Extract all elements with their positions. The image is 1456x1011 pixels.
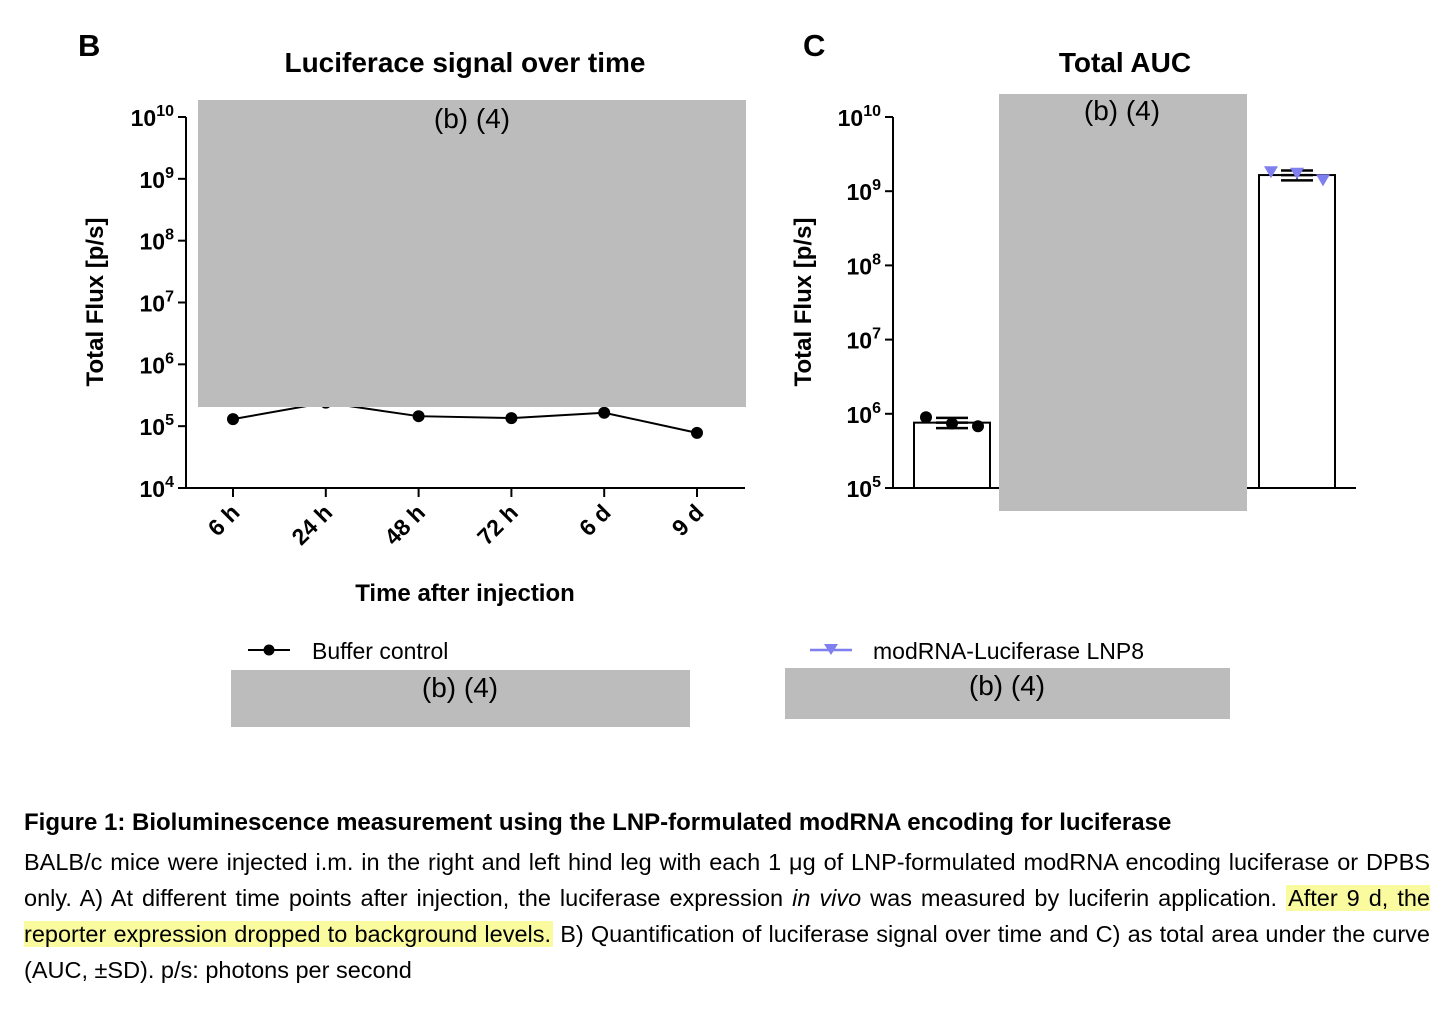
- panel-b-y-tick-label: $10^7$: [139, 288, 174, 317]
- redaction-box-c-plot-fill: [999, 94, 1247, 511]
- redaction-box-c-legend: [785, 668, 1230, 719]
- panel-b-x-tick-label: 9 d: [666, 499, 709, 542]
- panel-c-title: Total AUC: [1058, 47, 1192, 78]
- panel-c-y-tick-label: $10^8$: [846, 251, 881, 280]
- panel-c-letter: C: [803, 28, 826, 63]
- caption-title: Figure 1: Bioluminescence measurement using the LNP-formulated modRNA encoding for luciferase: [24, 809, 1172, 836]
- panel-c-y-tick-label: $10^{10}$: [837, 103, 881, 131]
- panel-b-y-tick-label: $10^9$: [139, 164, 174, 193]
- legend-lnp: [810, 638, 1144, 664]
- redaction-label-c-plot: (b) (4): [1083, 95, 1161, 126]
- redaction-box-b-plot: [198, 100, 746, 407]
- caption-text-3: B) Quantification of luciferase signal over time and C) as total area under the curve (AUC, ±SD). p/s: photons per second: [24, 921, 1430, 983]
- panel-b-x-tick-label: 24 h: [286, 499, 338, 551]
- legend-lnp-label: modRNA-Luciferase LNP8: [873, 638, 1145, 664]
- panel-c-bar: [914, 423, 990, 488]
- panel-b-x-tick-label: 6 h: [202, 499, 245, 542]
- panel-b-y-tick-label: $10^8$: [139, 226, 174, 255]
- panel-b-y-tick-exponent: 5: [165, 412, 174, 430]
- panel-b-y-tick-exponent: 6: [165, 350, 174, 368]
- panel-b-letter: B: [78, 28, 101, 63]
- panel-c-y-tick-label: $10^9$: [846, 177, 881, 206]
- legend-buffer-marker: [264, 645, 275, 656]
- panel-b-series-line: [233, 403, 697, 433]
- redaction-label-b-plot: (b) (4): [433, 103, 511, 134]
- panel-b-title: Luciferace signal over time: [284, 47, 646, 78]
- panel-b-data-point: [413, 410, 425, 422]
- panel-b-x-axis-label: Time after injection: [355, 580, 575, 607]
- panel-b-y-tick-exponent: 4: [165, 474, 174, 491]
- panel-b-y-tick-exponent: 8: [165, 226, 174, 244]
- panel-c-y-tick-exponent: 7: [872, 325, 881, 343]
- panel-b-x-tick-label: 48 h: [379, 499, 431, 551]
- caption-text-2: was measured by luciferin application.: [861, 885, 1287, 911]
- legend-buffer-label: Buffer control: [312, 638, 449, 664]
- panel-c-y-tick-exponent: 10: [863, 103, 881, 120]
- panel-b-data-point: [598, 407, 610, 419]
- redaction-box-b-legend: [231, 670, 690, 727]
- panel-b-y-tick-exponent: 9: [165, 164, 174, 182]
- caption-body: [24, 844, 1430, 988]
- panel-b-y-axis-label: Total Flux [p/s]: [82, 217, 109, 387]
- panel-c-y-tick-label: $10^5$: [846, 474, 881, 502]
- panel-b-x-tick-label: 72 h: [472, 499, 523, 551]
- caption-highlight: After 9 d, the reporter expression dropped to background levels.: [24, 885, 1430, 947]
- panel-c-y-axis-label: Total Flux [p/s]: [790, 217, 817, 387]
- panel-b-y-tick-exponent: 7: [165, 288, 174, 306]
- panel-c-y-tick-label: $10^6$: [846, 399, 881, 428]
- panel-c-y-tick-exponent: 8: [872, 251, 881, 269]
- panel-c-y-tick-exponent: 5: [872, 474, 881, 491]
- panel-c-y-tick-exponent: 9: [872, 177, 881, 195]
- panel-c-bar: [1259, 175, 1335, 488]
- panel-c-data-point: [920, 411, 932, 423]
- figure-caption: [24, 806, 1430, 988]
- panel-b-data-point: [505, 412, 517, 424]
- caption-italic-in-vivo: in vivo: [792, 885, 862, 911]
- panel-b-x-tick-label: 6 d: [573, 499, 616, 542]
- panel-b-y-tick-label: $10^5$: [139, 412, 174, 441]
- panel-c-y-tick-exponent: 6: [872, 399, 881, 417]
- panel-c-data-point: [946, 418, 958, 430]
- redaction-box-c-plot: [999, 94, 1247, 511]
- panel-b-y-tick-label: $10^4$: [139, 474, 174, 502]
- panel-b-y-tick-label: $10^6$: [139, 350, 174, 379]
- panel-b-y-tick-label: $10^{10}$: [130, 103, 174, 131]
- panel-b-y-tick-exponent: 10: [156, 103, 174, 120]
- panel-c-data-point: [972, 420, 984, 432]
- panel-b-data-point: [691, 427, 703, 439]
- panel-c-y-tick-label: $10^7$: [846, 325, 881, 354]
- panel-b-data-point: [227, 413, 239, 425]
- redaction-label-b-legend: (b) (4): [421, 672, 499, 703]
- legend-buffer: [248, 638, 448, 664]
- caption-text-1: BALB/c mice were injected i.m. in the right and left hind leg with each 1 μg of LNP-formulated modRNA encoding luciferase or DPBS only. A) At different time points after injection, the luciferase expression: [24, 849, 1430, 911]
- redaction-box-b-plot-fill: [198, 100, 746, 407]
- redaction-label-c-legend: (b) (4): [968, 670, 1046, 701]
